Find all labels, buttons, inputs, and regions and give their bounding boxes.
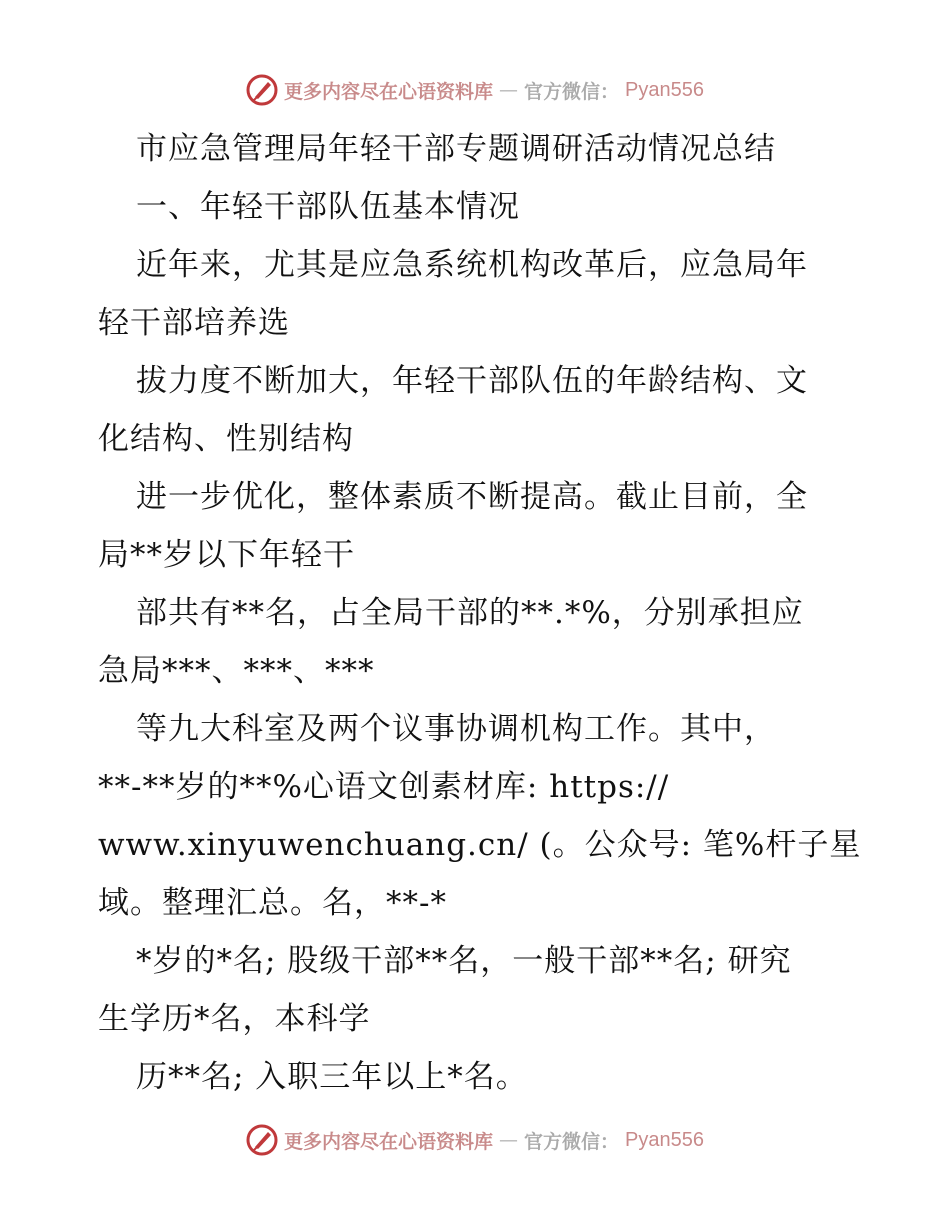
banner-brand-text: 更多内容尽在心语资料库 [284,80,494,103]
banner-wechat-handle: Pyan556 [625,1128,704,1151]
paragraph-line: 急局***、***、*** [98,653,375,689]
paragraph-line: 近年来，尤其是应急系统机构改革后，应急局年 [136,247,808,283]
banner-separator: — [499,79,519,101]
document-body [98,120,862,1106]
paragraph-line: 进一步优化，整体素质不断提高。截止目前，全 [136,479,808,515]
paragraph-line: 历**名; 入职三年以上*名。 [136,1059,528,1095]
paragraph-line: 生学历*名，本科学 [98,1001,371,1037]
banner-separator: — [499,1129,519,1151]
paragraph-line: **-**岁的**%心语文创素材库: https:// [98,769,670,805]
paragraph-line: *岁的*名; 股级干部**名，一般干部**名; 研究 [136,943,792,979]
paragraph-line: 拔力度不断加大，年轻干部队伍的年龄结构、文 [136,363,808,399]
paragraph-line: 部共有**名，占全局干部的**.*%，分别承担应 [136,595,804,631]
header-banner [0,70,950,110]
paragraph-line: 域。整理汇总。名，**-* [98,885,447,921]
footer-banner [0,1120,950,1160]
paragraph-line: 等九大科室及两个议事协调机构工作。其中， [136,711,776,747]
paragraph-line: 化结构、性别结构 [98,421,354,457]
banner-brand-text: 更多内容尽在心语资料库 [284,1130,494,1153]
paragraph-line: www.xinyuwenchuang.cn/ (。公众号: 笔%杆子星 [98,827,862,863]
section-heading: 一、年轻干部队伍基本情况 [136,189,520,225]
quill-logo-icon [246,1124,278,1156]
banner-wechat-label: 官方微信： [524,80,620,103]
paragraph-line: 局**岁以下年轻干 [98,537,355,573]
paragraph-line: 轻干部培养选 [98,305,290,341]
banner-wechat-handle: Pyan556 [625,78,704,101]
quill-logo-icon [246,74,278,106]
document-title: 市应急管理局年轻干部专题调研活动情况总结 [136,131,776,167]
banner-wechat-label: 官方微信： [524,1130,620,1153]
